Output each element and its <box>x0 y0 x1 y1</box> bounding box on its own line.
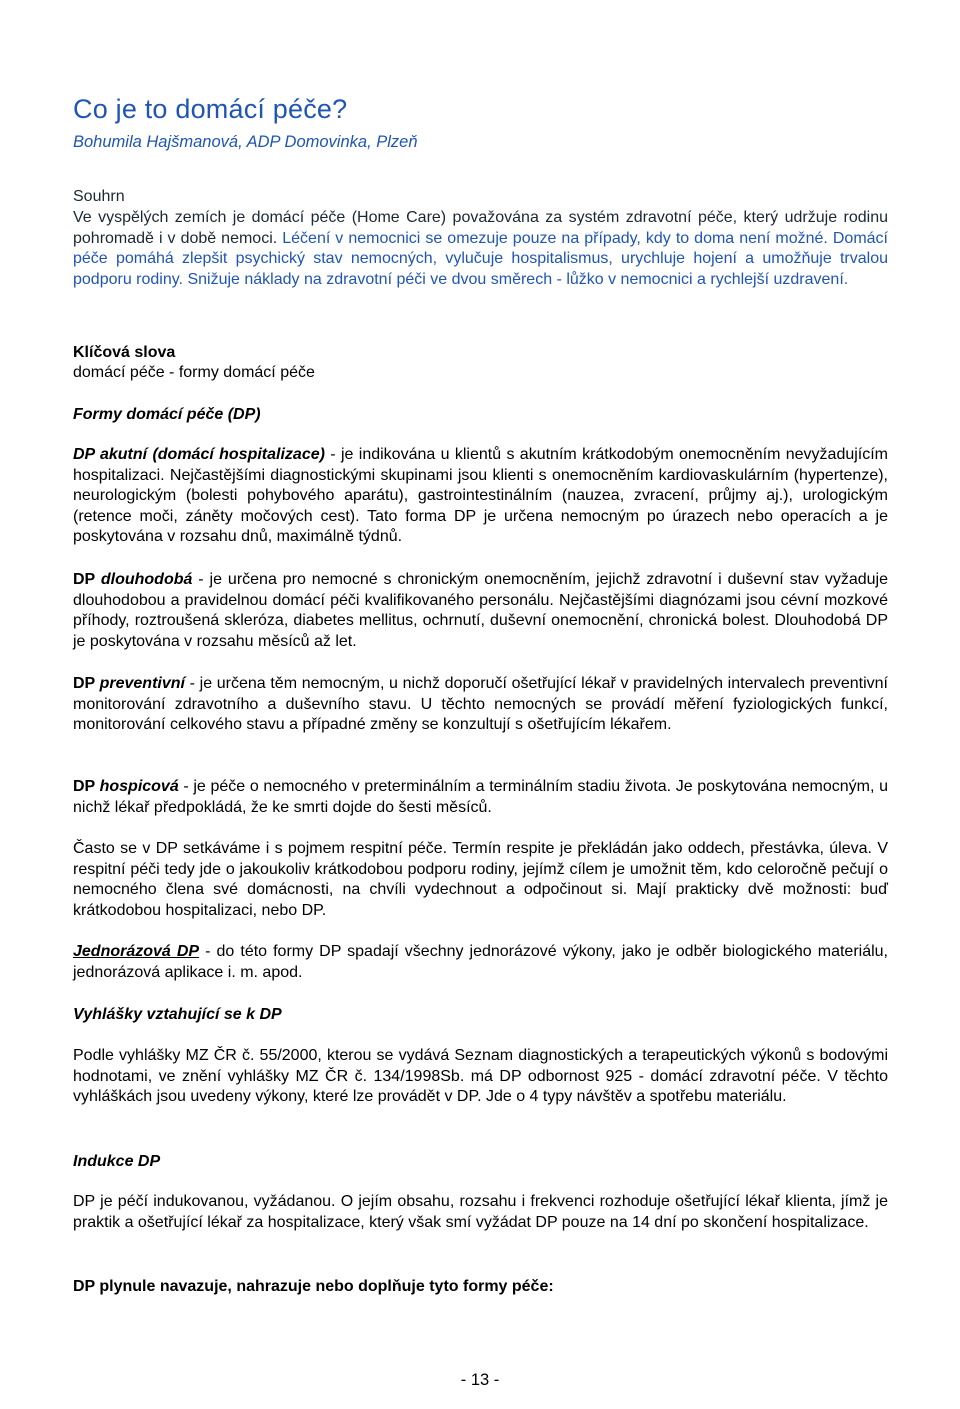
longterm-care-paragraph <box>73 570 888 652</box>
closing-heading: DP plynule navazuje, nahrazuje nebo doplňuje tyto formy péče: <box>73 1278 554 1295</box>
longterm-text: - je určena pro nemocné s chronickým onemocněním, jejichž zdravotní i duševní stav vyžaduje dlouhodobou a pravidelnou domácí péči kvalifikovaného personálu. Nejčastějšími diagnózami jsou cévní mozkové příhody, roztroušená skleróza, diabetes mellitus, ochrnutí, duševní onemocnění, chronická bolest. Dlouhodobá DP je poskytována v rozsahu měsíců až let. <box>73 571 888 650</box>
summary-heading: Souhrn <box>73 188 125 205</box>
respite-care-paragraph: Často se v DP setkáváme i s pojmem respitní péče. Termín respite je překládán jako oddech, přestávka, úleva. V respitní péči tedy jde o jakoukoliv krátkodobou podporu rodiny, jejímž cílem je umožnit těm, kdo celoročně pečují o nemocného člena své domácnosti, na chvíli vydechnout a odpočinout si. Mají prakticky dvě možnosti: buď krátkodobou hospitalizaci, nebo DP. <box>73 840 888 919</box>
preventive-text: - je určena těm nemocným, u nichž doporučí ošetřující lékař v pravidelných intervalech preventivní monitorování zdravotního a duševního stavu. U těchto nemocných se provádí měření fyziologických funkcí, monitorování celkového stavu a případné změny se konzultují s ošetřujícím lékařem. <box>73 675 888 734</box>
hospice-term-prefix: DP <box>73 778 100 795</box>
page-title: Co je to domácí péče? <box>73 94 348 124</box>
summary-paragraph <box>73 208 888 290</box>
hospice-text: - je péče o nemocného v preterminálním a terminálním stadiu života. Je poskytována nemocným, u nichž lékař předpokládá, že ke smrti dojde do šesti měsíců. <box>73 778 888 816</box>
preventive-term-prefix: DP <box>73 675 100 692</box>
longterm-term: dlouhodobá <box>100 571 193 588</box>
summary-text-b: Léčení v nemocnici se omezuje pouze na případy, kdy to doma není možné. Domácí péče pomáhá zlepšit psychický stav nemocných, vylučuje hospitalismus, urychluje hojení a umožňuje trvalou podporu rodiny. Snižuje náklady na zdravotní péči ve dvou směrech - lůžko v nemocnici a rychlejší uzdravení. <box>73 229 889 288</box>
page-number: - 13 - <box>460 1371 500 1389</box>
regulations-heading: Vyhlášky vztahující se k DP <box>73 1006 282 1023</box>
hospice-term: hospicová <box>99 778 179 795</box>
single-care-paragraph <box>73 942 888 983</box>
authors-line: Bohumila Hajšmanová, ADP Domovinka, Plzeň <box>73 133 418 151</box>
single-care-term: Jednorázová DP <box>73 943 200 960</box>
hospice-care-paragraph <box>73 777 888 818</box>
acute-care-text: - je indikována u klientů s akutním krátkodobým onemocněním nevyžadujícím hospitalizaci. Nejčastějšími diagnostickými skupinami jsou klienti s onemocněním kardiovaskulárním (hypertenze), neurologickým (bolesti pohybového aparátu), gastrointestinálním (nauzea, zvracení, průjmy aj.), urologickým (retence moči, záněty močových cest). Tato forma DP je určena nemocným po úrazech nebo operacích a je poskytována v rozsahu dnů, maximálně týdnů. <box>73 446 889 546</box>
longterm-term-prefix: DP <box>73 571 101 588</box>
summary-text-a: Ve vyspělých zemích je domácí péče (Home Care) považována za systém zdravotní péče, který udržuje rodinu pohromadě i v době nemoci. <box>73 209 888 247</box>
single-care-text: - do této formy DP spadají všechny jednorázové výkony, jako je odběr biologického materiálu, jednorázová aplikace i. m. apod. <box>73 943 888 981</box>
preventive-care-paragraph <box>73 674 888 736</box>
regulations-paragraph: Podle vyhlášky MZ ČR č. 55/2000, kterou se vydává Seznam diagnostických a terapeutických výkonů s bodovými hodnotami, ve znění vyhlášky MZ ČR č. 134/1998Sb. má DP odbornost 925 - domácí zdravotní péče. V těchto vyhláškách jsou uvedeny výkony, které lze provádět v DP. Jde o 4 typy návštěv a spotřebu materiálu. <box>73 1047 888 1106</box>
preventive-term: preventivní <box>99 675 185 692</box>
forms-heading: Formy domácí péče (DP) <box>73 406 261 423</box>
induction-heading: Indukce DP <box>73 1153 161 1170</box>
acute-care-paragraph <box>73 445 888 548</box>
induction-paragraph: DP je péčí indukovanou, vyžádanou. O jejím obsahu, rozsahu i frekvenci rozhoduje ošetřující lékař klienta, jímž je praktik a ošetřující lékař za hospitalizace, který však smí vyžádat DP pouze na 14 dní po skončení hospitalizace. <box>73 1193 888 1231</box>
keywords-text: domácí péče - formy domácí péče <box>73 364 315 381</box>
keywords-heading: Klíčová slova <box>73 344 176 361</box>
acute-care-term: DP akutní (domácí hospitalizace) <box>73 446 325 463</box>
